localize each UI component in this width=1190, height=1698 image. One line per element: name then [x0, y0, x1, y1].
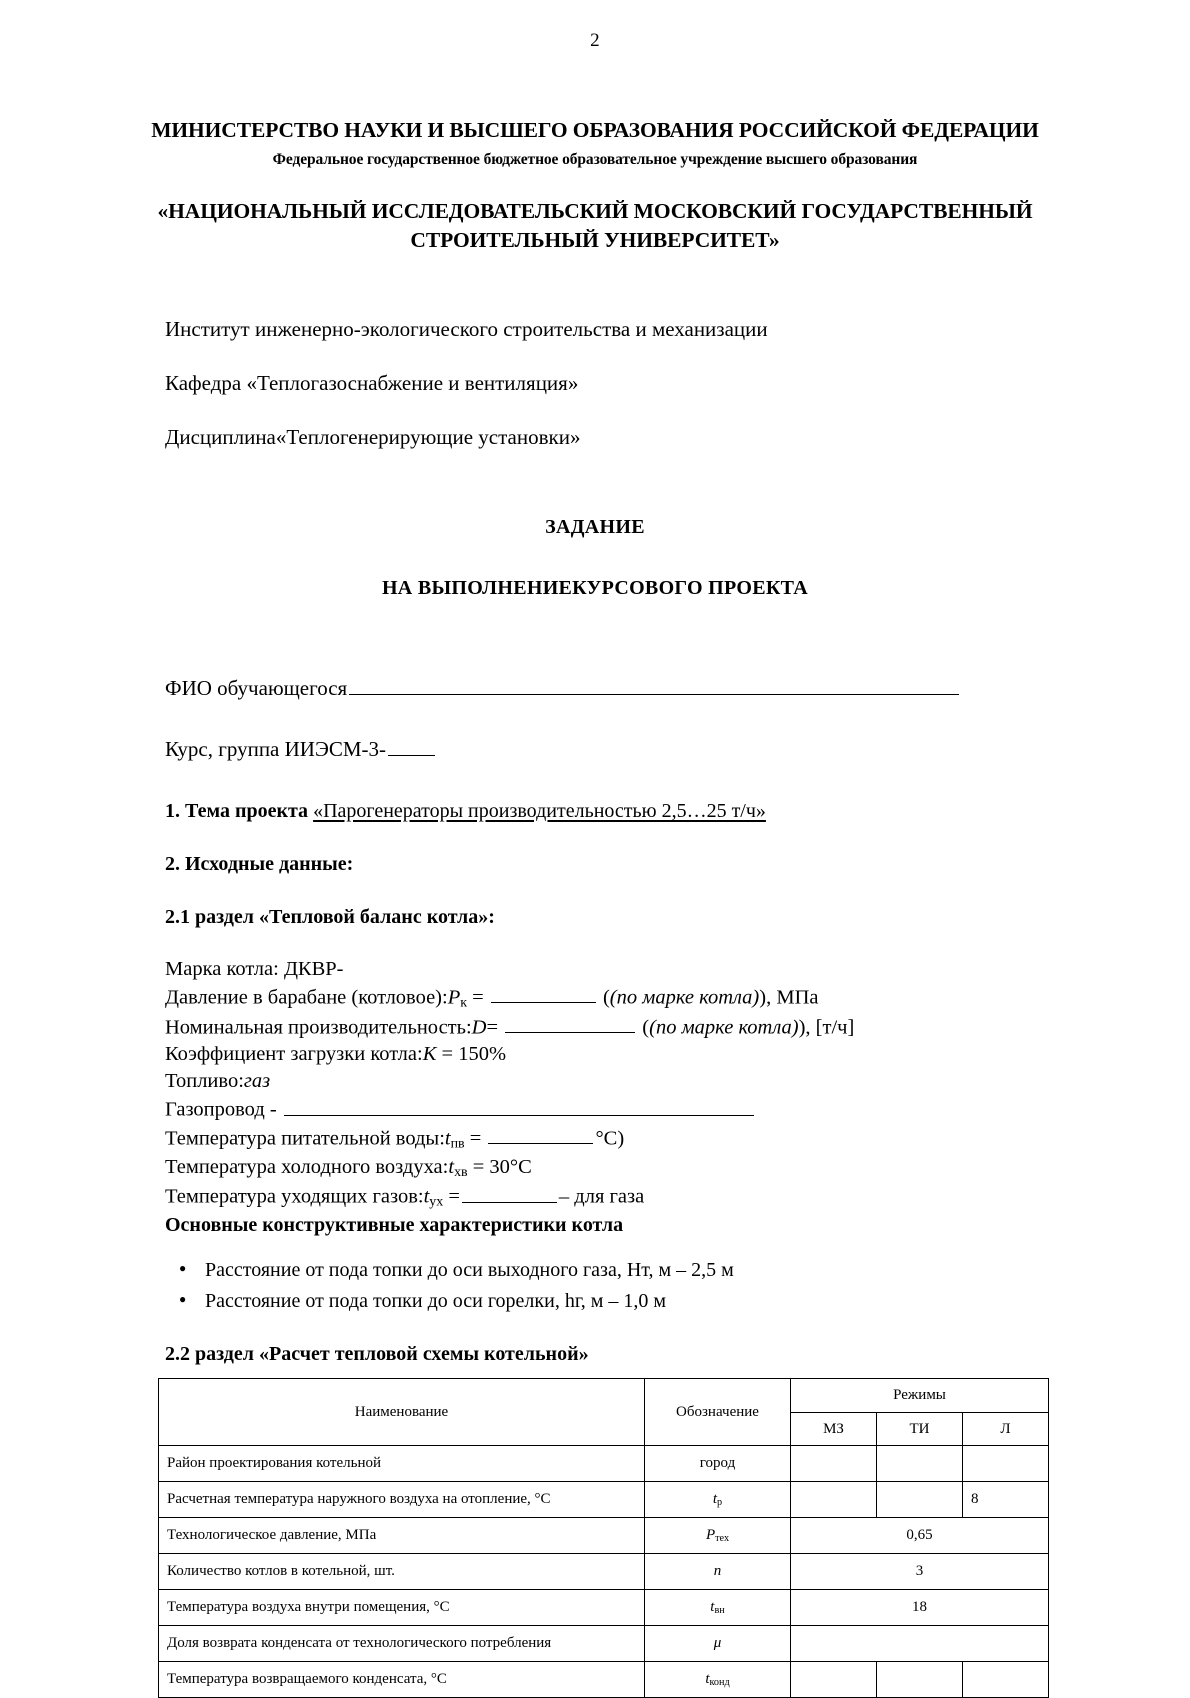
list-item: ● Расстояние от пода топки до оси выходного газа, Hт, м – 2,5 м	[205, 1255, 1040, 1286]
table-cell-symbol	[645, 1554, 791, 1590]
discipline-line: Дисциплина«Теплогенерирующие установки»	[165, 425, 581, 450]
table-cell-name: Доля возврата конденсата от технологического потребления	[159, 1626, 645, 1662]
student-name-blank[interactable]	[349, 674, 959, 695]
cold-air-temp-subscript: хв	[454, 1164, 468, 1180]
table-cell-name: Район проектирования котельной	[159, 1446, 645, 1482]
university-name	[150, 197, 1040, 255]
table-header-row-1	[159, 1379, 1049, 1413]
table-row	[159, 1482, 1049, 1518]
table-head	[159, 1379, 1049, 1446]
nominal-capacity-blank[interactable]	[505, 1013, 635, 1033]
table-cell-symbol	[645, 1626, 791, 1662]
drum-pressure-label: Давление в барабане (котловое):	[165, 986, 448, 1009]
table-row	[159, 1554, 1049, 1590]
cold-air-temp-label: Температура холодного воздуха:	[165, 1155, 449, 1178]
drum-pressure-line: Давление в барабане $(котловое):P_к = ((по$ марке котла)), МПа	[165, 983, 1040, 1013]
federal-institution-line: Федеральное государственное бюджетное образовательное учреждение высшего образования	[272, 151, 918, 168]
feedwater-temp-blank[interactable]	[488, 1124, 593, 1144]
table-row	[159, 1590, 1049, 1626]
cold-air-temp-symbol: t	[448, 1155, 455, 1178]
table-cell-symbol	[645, 1518, 791, 1554]
student-name-label: ФИО обучающегося	[165, 675, 348, 700]
drum-pressure-symbol: P	[447, 986, 461, 1009]
institute-line: Институт инженерно-экологического строительства и механизации	[165, 317, 768, 342]
course-group-blank[interactable]	[388, 735, 435, 756]
flue-gas-temp-label: Температура уходящих газов:	[165, 1185, 424, 1208]
table-header-symbol: Обозначение	[645, 1379, 791, 1446]
table-cell-ti[interactable]	[877, 1482, 963, 1518]
table-cell-mz[interactable]	[791, 1482, 877, 1518]
drum-pressure-note: (по марке котла)	[609, 986, 760, 1009]
page-number: 2	[590, 30, 600, 51]
drum-pressure-blank[interactable]	[491, 983, 596, 1003]
table-cell-name: Температура воздуха внутри помещения, °С	[159, 1590, 645, 1626]
feedwater-temp-symbol: t	[444, 1127, 451, 1150]
ministry-heading: МИНИСТЕРСТВО НАУКИ И ВЫСШЕГО ОБРАЗОВАНИЯ РОССИЙСКОЙ ФЕДЕРАЦИИ	[151, 118, 1039, 142]
gas-pipeline-line	[165, 1095, 1040, 1124]
load-factor-value: = 150%	[436, 1043, 507, 1066]
table-cell-symbol	[645, 1482, 791, 1518]
table-header-mode-l: Л	[963, 1412, 1049, 1446]
feedwater-temp-line	[165, 1124, 1040, 1154]
table-row	[159, 1446, 1049, 1482]
section-2-2-heading: 2.2 раздел «Расчет тепловой схемы котельной»	[165, 1343, 589, 1366]
drum-pressure-equals: =	[467, 986, 489, 1009]
nominal-capacity-note: (по марке котла)	[649, 1016, 799, 1039]
table-cell-l[interactable]	[963, 1662, 1049, 1698]
fuel-line	[165, 1068, 1040, 1095]
table-row	[159, 1662, 1049, 1698]
table-header-mode-mz: МЗ	[791, 1412, 877, 1446]
flue-gas-temp-symbol: t	[423, 1185, 430, 1208]
table-cell-l[interactable]	[963, 1446, 1049, 1482]
table-cell-name: Расчетная температура наружного воздуха на отопление, °С	[159, 1482, 645, 1518]
feedwater-temp-equals: =	[464, 1127, 487, 1150]
section-1-theme-value: «Парогенераторы производительностью 2,5…25 т/ч»	[313, 799, 766, 822]
nominal-capacity-equals: =	[486, 1016, 504, 1039]
symbol-glyph: t	[710, 1599, 715, 1616]
feedwater-temp-subscript: пв	[450, 1136, 465, 1152]
symbol-subscript: тех	[715, 1533, 730, 1545]
list-item: ● Расстояние от пода топки до оси горелки, hг, м – 1,0 м	[205, 1286, 1040, 1317]
symbol-glyph: P	[705, 1527, 716, 1544]
drum-pressure-unit: , МПа	[766, 986, 819, 1009]
load-factor-label: Коэффициент загрузки котла:	[165, 1043, 423, 1066]
table-cell-symbol	[645, 1662, 791, 1698]
table-cell-mz[interactable]	[791, 1446, 877, 1482]
course-group-label: Курс, группа ИИЭСМ-3-	[165, 736, 386, 761]
table-cell-ti[interactable]	[877, 1662, 963, 1698]
symbol-subscript: р	[717, 1497, 723, 1509]
table-header-name: Наименование	[159, 1379, 645, 1446]
assignment-title: ЗАДАНИЕ	[545, 516, 645, 539]
table-header-modes: Режимы	[791, 1379, 1049, 1413]
gas-pipeline-label: Газопровод -	[165, 1098, 282, 1121]
nominal-capacity-label: Номинальная производительность:	[165, 1016, 472, 1039]
table-cell-symbol: город	[645, 1446, 791, 1482]
constructive-characteristics-heading: Основные конструктивные характеристики котла	[165, 1214, 624, 1237]
table-cell-name: Количество котлов в котельной, шт.	[159, 1554, 645, 1590]
section-1-number: 1. Тема проекта	[165, 799, 314, 822]
cold-air-temp-value: = 30°С	[467, 1155, 532, 1178]
nominal-capacity-unit: , [т/ч]	[805, 1016, 855, 1039]
section-2-heading: 2. Исходные данные:	[165, 852, 354, 875]
table-cell-ti[interactable]	[877, 1446, 963, 1482]
flue-gas-temp-note: – для газа	[558, 1185, 645, 1208]
load-factor-line	[165, 1041, 1040, 1068]
gas-pipeline-blank[interactable]	[284, 1095, 754, 1115]
symbol-glyph: t	[705, 1671, 710, 1688]
feedwater-temp-label: Температура питательной воды:	[165, 1127, 445, 1150]
symbol-subscript: конд	[709, 1677, 730, 1689]
boiler-mark-line: Марка котла: ДКВР-	[165, 957, 344, 980]
flue-gas-temp-subscript: ух	[429, 1194, 444, 1210]
table-row	[159, 1626, 1049, 1662]
table-cell-symbol	[645, 1590, 791, 1626]
constructive-characteristics-list	[150, 1255, 1040, 1317]
table-cell-mz[interactable]	[791, 1662, 877, 1698]
nominal-capacity-symbol: D	[471, 1016, 487, 1039]
symbol-glyph: μ	[713, 1635, 722, 1652]
table-cell-merged-value[interactable]: 18	[791, 1590, 1049, 1626]
table-cell-name: Температура возвращаемого конденсата, °С	[159, 1662, 645, 1698]
section-2-1-heading: 2.1 раздел «Тепловой баланс котла»:	[165, 905, 495, 928]
table-header-mode-ti: ТИ	[877, 1412, 963, 1446]
section-1-theme	[150, 800, 1040, 823]
table-cell-merged-value[interactable]	[791, 1626, 1049, 1662]
table-cell-merged-value[interactable]: 3	[791, 1554, 1049, 1590]
symbol-glyph: n	[713, 1563, 722, 1580]
university-name-line1: «НАЦИОНАЛЬНЫЙ ИССЛЕДОВАТЕЛЬСКИЙ МОСКОВСКИЙ ГОСУДАРСТВЕННЫЙ	[157, 199, 1033, 223]
boiler-parameters-block	[150, 956, 1040, 1212]
table-row	[159, 1518, 1049, 1554]
symbol-glyph: t	[712, 1491, 718, 1508]
feedwater-temp-unit: °С)	[595, 1127, 625, 1150]
document-content	[150, 118, 1040, 1698]
fuel-label: Топливо:	[165, 1070, 244, 1093]
department-line: Кафедра «Теплогазоснабжение и вентиляция»	[165, 371, 579, 396]
course-group-line	[150, 735, 1040, 762]
student-name-field-line	[150, 674, 1040, 701]
flue-gas-temp-equals: =	[443, 1185, 460, 1208]
symbol-subscript: вн	[714, 1605, 725, 1617]
table-body	[159, 1446, 1049, 1698]
table-cell-l[interactable]: 8	[963, 1482, 1049, 1518]
load-factor-symbol: K	[422, 1043, 437, 1066]
flue-gas-temp-line	[165, 1182, 1040, 1212]
university-name-line2: СТРОИТЕЛЬНЫЙ УНИВЕРСИТЕТ»	[410, 228, 780, 253]
nominal-capacity-line: Номинальная производительность:D= ((по марке котла)), [т/ч]	[165, 1013, 1040, 1042]
assignment-subtitle: НА ВЫПОЛНЕНИЕКУРСОВОГО ПРОЕКТА	[381, 577, 809, 600]
flue-gas-temp-blank[interactable]	[462, 1182, 557, 1202]
cold-air-temp-line	[165, 1154, 1040, 1182]
table-cell-name: Технологическое давление, МПа	[159, 1518, 645, 1554]
fuel-value: газ	[243, 1070, 271, 1093]
thermal-scheme-table	[158, 1378, 1049, 1698]
drum-pressure-subscript: к	[460, 995, 468, 1011]
table-cell-merged-value[interactable]: 0,65	[791, 1518, 1049, 1554]
